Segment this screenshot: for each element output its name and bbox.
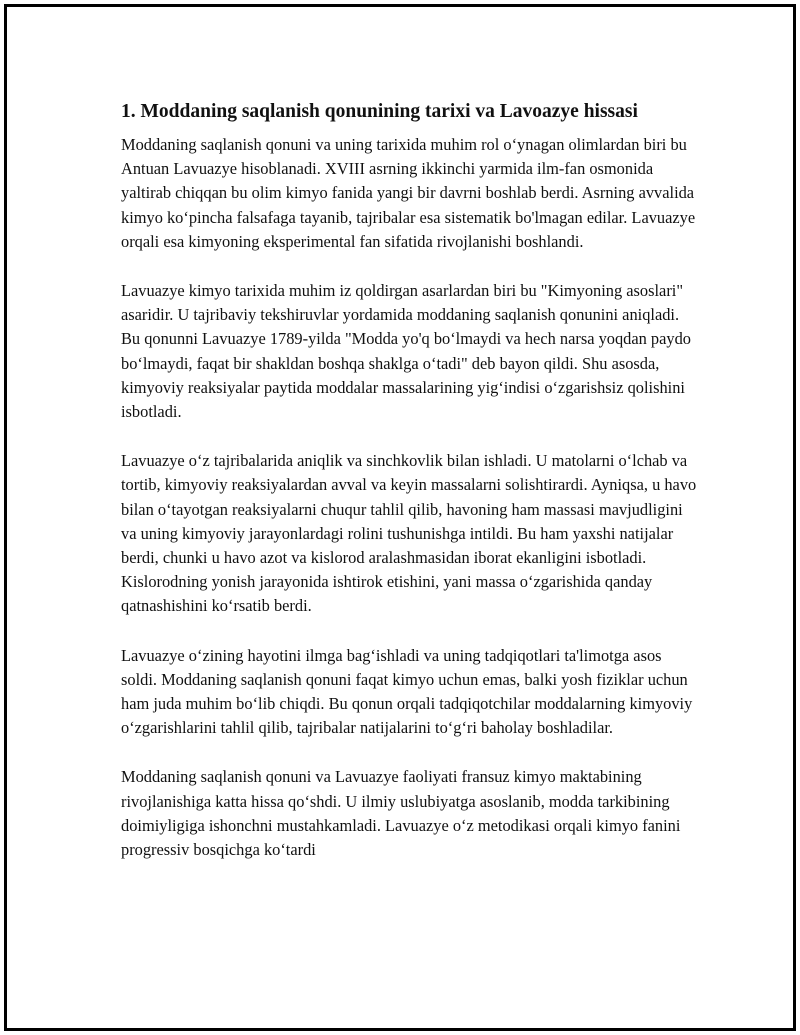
document-title: 1. Moddaning saqlanish qonunining tarixi va Lavoazye hissasi	[121, 101, 638, 122]
document-body	[121, 99, 701, 887]
paragraph-4: Lavuazye oʻzining hayotini ilmga bagʻishladi va uning tadqiqotlari ta'limotga asos soldi. Moddaning saqlanish qonuni faqat kimyo uchun emas, balki yosh fiziklar uchun ham juda muhim boʻlib chiqdi. Bu qonun orqali tadqiqotchilar moddalarning kimyoviy oʻzgarishlarini tahlil qilib, tajribalar natijalarini toʻgʻri baholay boshladilar.	[121, 645, 693, 738]
paragraph-1: Moddaning saqlanish qonuni va uning tarixida muhim rol oʻynagan olimlardan biri bu Antuan Lavuazye hisoblanadi. XVIII asrning ikkinchi yarmida ilm-fan osmonida yaltirab chiqqan bu olim kimyo fanida yangi bir davrni boshlab berdi. Asrning avvalida kimyo koʻpincha falsafaga tayanib, tajribalar esa sistematik bo'lmagan edilar. Lavuazye orqali esa kimyoning eksperimental fan sifatida rivojlanishi boshlandi.	[121, 135, 696, 251]
paragraph-3: Lavuazye oʻz tajribalarida aniqlik va sinchkovlik bilan ishladi. U matolarni oʻlchab va tortib, kimyoviy reaksiyalardan avval va keyin massalarni solishtirardi. Ayniqsa, u havo bilan oʻtayotgan reaksiyalarni chuqur tahlil qilib, havoning ham massasi mavjudligini va uning kimyoviy jarayonlardagi rolini tushunishga intildi. Bu ham yaxshi natijalar berdi, chunki u havo azot va kislorod aralashmasidan iborat ekanligini isbotladi. Kislorodning yonish jarayonida ishtirok etishini, yani massa oʻzgarishida qanday qatnashishini koʻrsatib berdi.	[121, 451, 697, 616]
paragraph-2: Lavuazye kimyo tarixida muhim iz qoldirgan asarlardan biri bu "Kimyoning asoslari" asaridir. U tajribaviy tekshiruvlar yordamida moddaning saqlanish qonunini aniqladi. Bu qonunni Lavuazye 1789-yilda "Modda yo'q boʻlmaydi va hech narsa yoqdan paydo boʻlmaydi, faqat bir shakldan boshqa shaklga oʻtadi" deb bayon qildi. Shu asosda, kimyoviy reaksiyalar paytida moddalar massalarining yigʻindisi oʻzgarishsiz qolishini isbotladi.	[121, 281, 691, 422]
paragraph-5: Moddaning saqlanish qonuni va Lavuazye faoliyati fransuz kimyo maktabining rivojlanishiga katta hissa qoʻshdi. U ilmiy uslubiyatga asoslanib, modda tarkibining doimiyligiga ishonchni mustahkamladi. Lavuazye oʻz metodikasi orqali kimyo fanini progressiv bosqichga koʻtardi	[121, 767, 681, 860]
page-frame	[4, 4, 796, 1031]
